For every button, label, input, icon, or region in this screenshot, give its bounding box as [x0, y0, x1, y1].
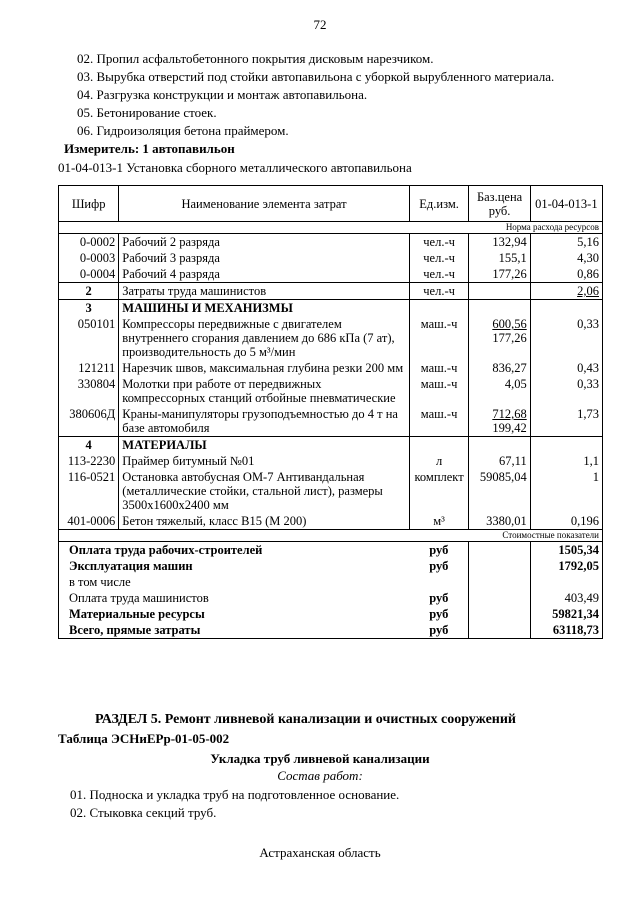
summary-row [59, 542, 603, 559]
table-row [59, 283, 603, 300]
row-name: МАШИНЫ И МЕХАНИЗМЫ [119, 300, 409, 317]
row-unit: м³ [409, 513, 469, 530]
summary-row [59, 622, 603, 639]
summary-empty [469, 574, 530, 590]
table-row [59, 406, 603, 437]
row-code: 380606Д [59, 406, 119, 437]
table-row [59, 250, 603, 266]
summary-empty [469, 606, 530, 622]
measure-unit: Измеритель: 1 автопавильон [64, 141, 235, 156]
summary-unit: руб [429, 591, 449, 605]
summary-value: 59821,34 [530, 606, 602, 622]
row-norm: 4,30 [530, 250, 602, 266]
row-code: 121211 [59, 360, 119, 376]
table-row [59, 300, 603, 317]
row-code: 0-0003 [59, 250, 119, 266]
summary-name: Всего, прямые затраты [59, 622, 410, 639]
page-number: 72 [313, 17, 327, 32]
row-code: 116-0521 [59, 469, 119, 513]
row-price-value: 67,11 [499, 454, 527, 468]
row-price-value: 600,56 [492, 317, 527, 331]
row-unit: чел.-ч [409, 283, 469, 300]
table-row [59, 316, 603, 360]
row-price-value: 132,94 [492, 235, 527, 249]
row-name: Нарезчик швов, максимальная глубина резки 200 мм [119, 360, 409, 376]
row-norm: 0,196 [530, 513, 602, 530]
row-price [469, 283, 530, 300]
summary-value: 63118,73 [530, 622, 602, 639]
table-row [59, 437, 603, 454]
row-norm: 0,43 [530, 360, 602, 376]
work-item: 06. Гидроизоляция бетона праймером. [77, 123, 289, 138]
row-norm: 0,33 [530, 376, 602, 406]
row-norm: 0,33 [530, 316, 602, 360]
row-norm: 0,86 [530, 266, 602, 283]
row-norm: 5,16 [530, 234, 602, 251]
work-item: 04. Разгрузка конструкции и монтаж автопавильона. [77, 87, 368, 102]
row-unit: маш.-ч [409, 406, 469, 437]
summary-empty [469, 558, 530, 574]
row-price [469, 513, 530, 530]
row-price [469, 250, 530, 266]
summary-value: 1792,05 [530, 558, 602, 574]
summary-unit: руб [409, 622, 469, 639]
summary-name: Оплата труда машинистов [59, 590, 410, 606]
row-name: Молотки при работе от передвижных компрессорных станций отбойные пневматические [119, 376, 409, 406]
row-price [469, 406, 530, 437]
row-unit: чел.-ч [409, 234, 469, 251]
summary-empty [469, 542, 530, 559]
header-norm: 01-04-013-1 [530, 186, 602, 222]
row-name: Краны-манипуляторы грузоподъемностью до 4 т на базе автомобиля [119, 406, 409, 437]
header-price: Баз.цена руб. [469, 186, 530, 222]
row-price-value: 836,27 [492, 361, 527, 375]
summary-name: Оплата труда рабочих-строителей [59, 542, 410, 559]
work-item: 05. Бетонирование стоек. [77, 105, 217, 120]
row-price-value: 3380,01 [486, 514, 527, 528]
row-unit [409, 437, 469, 454]
row-norm: 1,1 [530, 453, 602, 469]
row-code: 3 [59, 300, 119, 317]
work-composition-label: Состав работ: [277, 768, 363, 783]
row-unit: комплект [409, 469, 469, 513]
header-unit: Ед.изм. [409, 186, 469, 222]
table-row [59, 234, 603, 251]
summary-empty [469, 622, 530, 639]
row-price [469, 316, 530, 360]
row-code: 2 [59, 283, 119, 300]
summary-value [530, 574, 602, 590]
row-unit: чел.-ч [409, 250, 469, 266]
table-row [59, 453, 603, 469]
row-price [469, 437, 530, 454]
row-code: 113-2230 [59, 453, 119, 469]
row-price [469, 453, 530, 469]
summary-row [59, 590, 603, 606]
cost-caption: Стоимостные показатели [59, 530, 603, 542]
table-row [59, 513, 603, 530]
row-unit: маш.-ч [409, 376, 469, 406]
summary-unit: руб [429, 607, 449, 621]
row-name: Компрессоры передвижные с двигателем внутреннего сгорания давлением до 686 кПа (7 ат), производительность до 5 м³/мин [119, 316, 409, 360]
row-price-value: 59085,04 [479, 470, 527, 484]
table-body [59, 222, 603, 639]
row-price-secondary: 199,42 [492, 421, 527, 435]
row-price-secondary: 177,26 [492, 331, 527, 345]
row-norm: 1 [530, 469, 602, 513]
summary-empty [469, 590, 530, 606]
cost-caption-row [59, 530, 603, 542]
row-price [469, 266, 530, 283]
summary-unit: руб [429, 543, 449, 557]
row-name: Рабочий 4 разряда [119, 266, 409, 283]
table-row [59, 376, 603, 406]
row-norm: 1,73 [530, 406, 602, 437]
row-code: 4 [59, 437, 119, 454]
table-title: Таблица ЭСНиЕРр-01-05-002 [58, 731, 230, 746]
cost-table [58, 185, 603, 639]
row-unit [409, 300, 469, 317]
summary-row [59, 606, 603, 622]
row-unit: маш.-ч [409, 316, 469, 360]
row-price [469, 300, 530, 317]
summary-unit [409, 574, 469, 590]
summary-row [59, 558, 603, 574]
row-price-value: 177,26 [492, 267, 527, 281]
work-item: 02. Пропил асфальтобетонного покрытия дисковым нарезчиком. [77, 51, 434, 66]
summary-value: 403,49 [530, 590, 602, 606]
norm-caption: Норма расхода ресурсов [59, 222, 603, 234]
row-name: Бетон тяжелый, класс В15 (М 200) [119, 513, 409, 530]
row-price [469, 234, 530, 251]
row-code: 050101 [59, 316, 119, 360]
row-price [469, 360, 530, 376]
row-unit: л [409, 453, 469, 469]
row-price-value: 4,05 [504, 377, 527, 391]
summary-unit: руб [429, 559, 449, 573]
subsection-title: Укладка труб ливневой канализации [210, 751, 430, 766]
row-name: Праймер битумный №01 [119, 453, 409, 469]
table-row [59, 469, 603, 513]
footer-region: Астраханская область [259, 845, 381, 860]
row-name: МАТЕРИАЛЫ [119, 437, 409, 454]
item-code-title: 01-04-013-1 Установка сборного металлического автопавильона [58, 160, 412, 175]
summary-name: в том числе [59, 574, 410, 590]
summary-name: Материальные ресурсы [59, 606, 410, 622]
row-price [469, 376, 530, 406]
table-row [59, 360, 603, 376]
row-price-value: 712,68 [492, 407, 527, 421]
row-name: Затраты труда машинистов [119, 283, 409, 300]
row-code: 401-0006 [59, 513, 119, 530]
row-unit: чел.-ч [409, 266, 469, 283]
row-code: 0-0002 [59, 234, 119, 251]
table-row [59, 266, 603, 283]
header-code: Шифр [59, 186, 119, 222]
summary-value: 1505,34 [530, 542, 602, 559]
row-code: 330804 [59, 376, 119, 406]
row-norm [530, 437, 602, 454]
work-item: 01. Подноска и укладка труб на подготовленное основание. [70, 787, 400, 802]
row-norm: 2,06 [530, 283, 602, 300]
header-name: Наименование элемента затрат [119, 186, 409, 222]
row-price-value: 155,1 [498, 251, 527, 265]
row-name: Рабочий 3 разряда [119, 250, 409, 266]
row-price [469, 469, 530, 513]
work-item: 03. Вырубка отверстий под стойки автопавильона с уборкой вырубленного материала. [77, 69, 555, 84]
row-name: Остановка автобусная ОМ-7 Антивандальная (металлические стойки, стальной лист), размеры 3500x1600x2400 мм [119, 469, 409, 513]
row-name: Рабочий 2 разряда [119, 234, 409, 251]
row-unit: маш.-ч [409, 360, 469, 376]
work-item: 02. Стыковка секций труб. [70, 805, 217, 820]
row-norm [530, 300, 602, 317]
summary-row [59, 574, 603, 590]
summary-name: Эксплуатация машин [59, 558, 410, 574]
section-title: РАЗДЕЛ 5. Ремонт ливневой канализации и очистных сооружений [95, 712, 516, 727]
row-code: 0-0004 [59, 266, 119, 283]
